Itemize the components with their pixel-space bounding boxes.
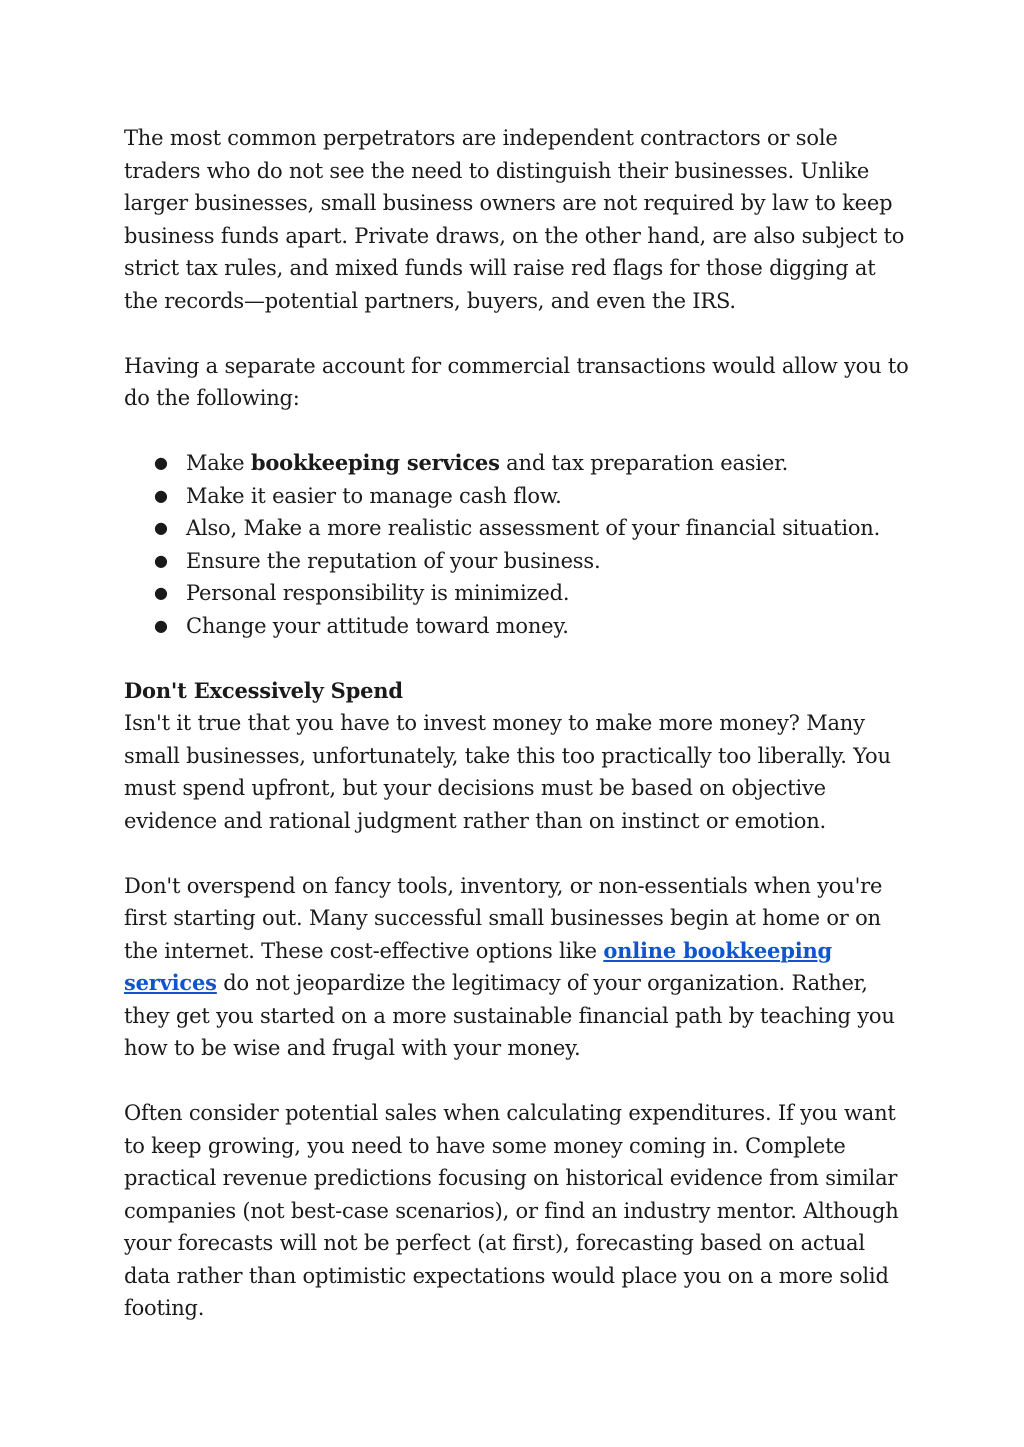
list-item-text: Personal responsibility is minimized.: [186, 581, 570, 605]
paragraph-forecasting: Often consider potential sales when calculating expenditures. If you want to keep growing, you need to have some money coming in. Complete practical revenue predictions focusing on historical evidence from similar companies (not best-case scenarios), or find an industry mentor. Although your forecasts will not be perfect (at first), forecasting based on actual data rather than optimistic expectations would place you on a more solid footing.: [124, 1101, 899, 1320]
list-item-text-post: and tax preparation easier.: [499, 451, 789, 475]
paragraph-separate-account: Having a separate account for commercial transactions would allow you to do the following:: [124, 353, 909, 410]
benefits-list: [124, 447, 914, 642]
list-item: [124, 512, 914, 545]
spacer: [124, 837, 914, 870]
list-item-text: Also, Make a more realistic assessment of your financial situation.: [186, 516, 881, 540]
list-item-bold-text: bookkeeping services: [250, 450, 500, 475]
bullet-icon: ●: [154, 485, 168, 505]
online-bookkeeping-link[interactable]: online bookkeeping services: [124, 937, 833, 995]
list-item-text-pre: Make: [186, 451, 251, 475]
spacer: [124, 415, 914, 448]
paragraph-perpetrators: The most common perpetrators are independent contractors or sole traders who do not see the need to distinguish their businesses. Unlike larger businesses, small business owners are not required by law to keep business funds apart. Private draws, on the other hand, are also subject to strict tax rules, and mixed funds will raise red flags for those digging at the records—potential partners, buyers, and even the IRS.: [124, 126, 905, 313]
bullet-icon: ●: [154, 550, 168, 570]
bullet-icon: ●: [154, 453, 168, 472]
paragraph-text-pre: Don't overspend on fancy tools, inventory, or non-essentials when you're first starting out. Many successful small businesses begin at home or on the internet. These cost-effective options like: [124, 873, 883, 963]
list-item: [124, 447, 914, 480]
list-item-text: Ensure the reputation of your business.: [186, 548, 601, 573]
bullet-icon: ●: [154, 583, 168, 602]
paragraph-text-post: do not jeopardize the legitimacy of your organization. Rather, they get you started on a more sustainable financial path by teaching you how to be wise and frugal with your money.: [124, 971, 895, 1060]
spacer: [124, 642, 914, 675]
section-heading: Don't Excessively Spend: [124, 677, 403, 703]
bullet-icon: ●: [154, 615, 168, 635]
spacer: [124, 317, 914, 350]
list-item: [124, 545, 914, 578]
list-item: [124, 577, 914, 610]
list-item-text: Change your attitude toward money.: [186, 613, 569, 638]
spacer: [124, 1065, 914, 1098]
paragraph-invest: Isn't it true that you have to invest money to make more money? Many small businesses, unfortunately, take this too practically too liberally. You must spend upfront, but your decisions must be based on objective evidence and rational judgment rather than on instinct or emotion.: [124, 711, 891, 833]
bullet-icon: ●: [154, 518, 168, 537]
document-page: [124, 122, 914, 1325]
list-item-text: Make it easier to manage cash flow.: [186, 483, 562, 508]
list-item: [124, 480, 914, 513]
list-item: [124, 610, 914, 643]
paragraph-overspend: [124, 870, 914, 1065]
